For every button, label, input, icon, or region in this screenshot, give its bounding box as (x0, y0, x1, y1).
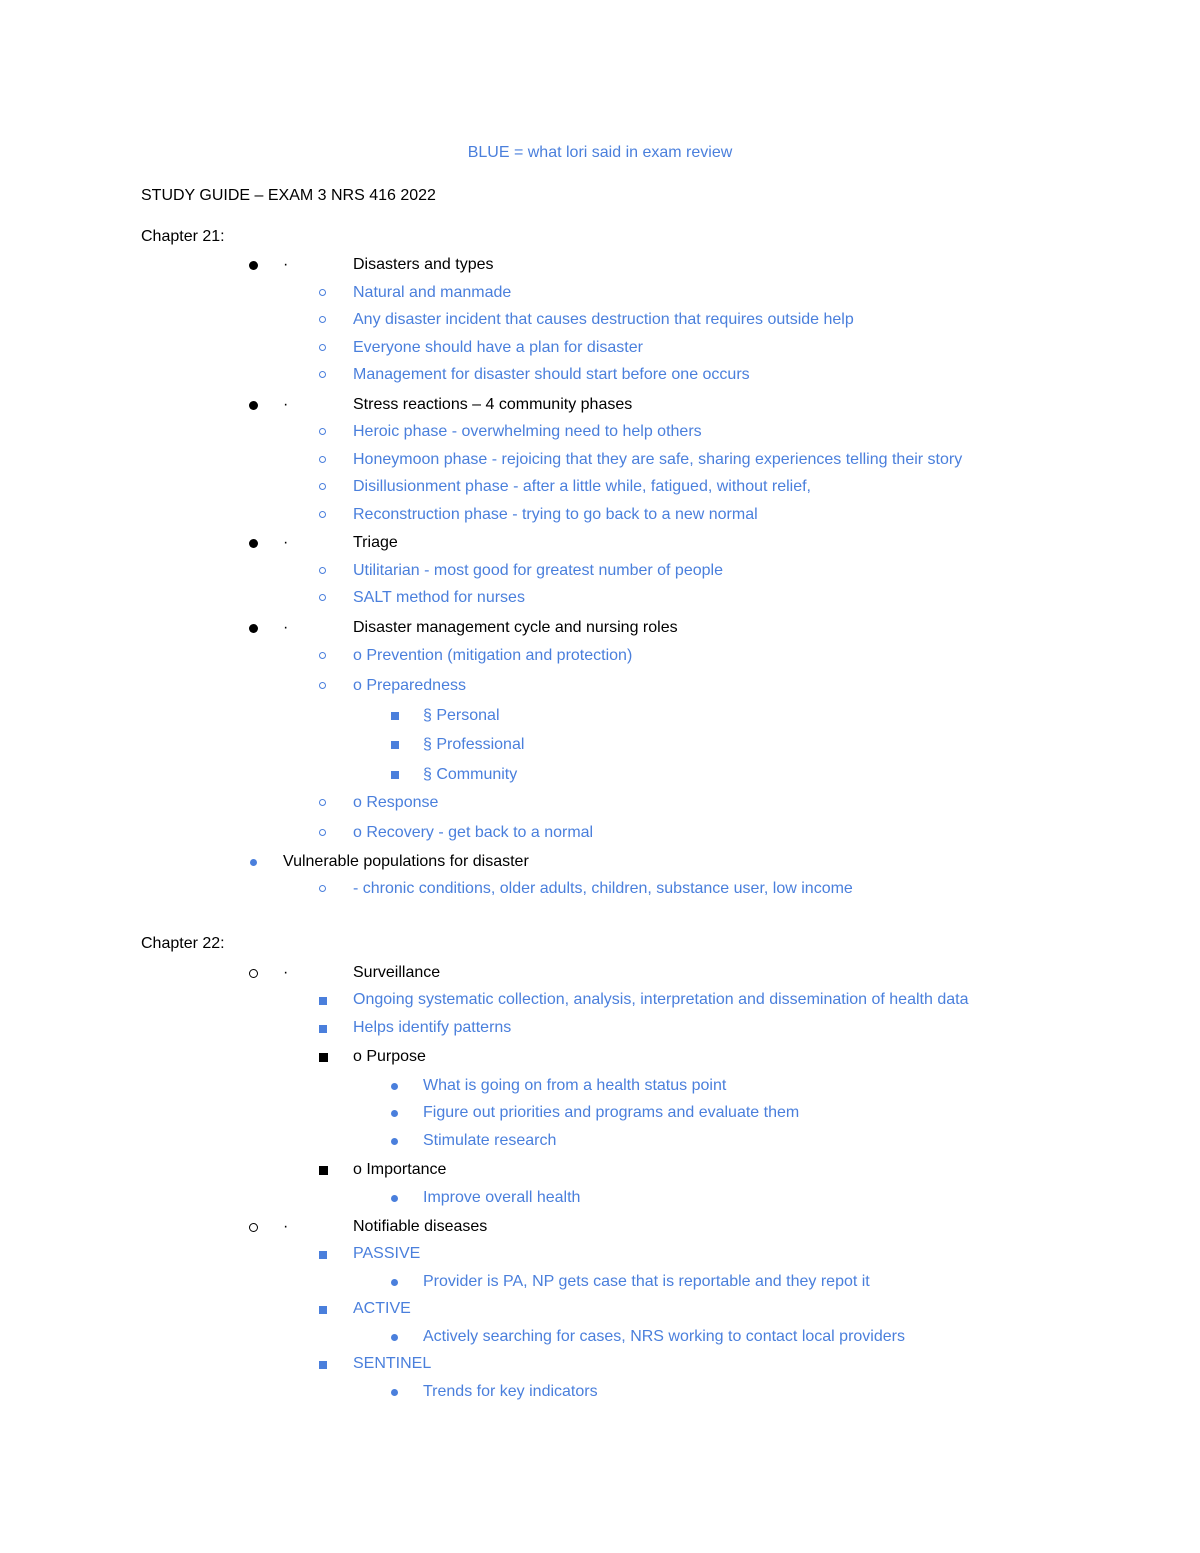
bullet-icon (250, 859, 257, 866)
list-item: Disasters and types (353, 256, 494, 273)
list-item: Actively searching for cases, NRS working to contact local providers (423, 1328, 905, 1345)
list-item: Helps identify patterns (353, 1019, 512, 1036)
bullet-icon (319, 829, 326, 836)
bullet-icon (319, 1361, 327, 1369)
list-item: Everyone should have a plan for disaster (353, 339, 643, 356)
list-item: Disillusionment phase - after a little while, fatigued, without relief, (353, 478, 811, 495)
bullet-icon (319, 289, 326, 296)
list-item: o Importance (353, 1161, 447, 1178)
list-item: ACTIVE (353, 1300, 411, 1317)
bullet-icon (249, 539, 258, 548)
list-item: Notifiable diseases (353, 1218, 488, 1235)
list-item: What is going on from a health status point (423, 1077, 727, 1094)
list-item: § Professional (423, 736, 525, 753)
bullet-icon (319, 594, 326, 601)
bullet-icon (391, 1138, 398, 1145)
bullet-icon (319, 682, 326, 689)
bullet-icon (319, 799, 326, 806)
bullet-icon (319, 1251, 327, 1259)
bullet-icon (391, 1083, 398, 1090)
bullet-icon (319, 1053, 328, 1062)
list-item: Any disaster incident that causes destruction that requires outside help (353, 311, 854, 328)
bullet-icon (319, 483, 326, 490)
bullet-icon (391, 741, 399, 749)
list-item: o Recovery - get back to a normal (353, 824, 594, 841)
list-item: Heroic phase - overwhelming need to help others (353, 423, 702, 440)
bullet-icon (319, 997, 327, 1005)
bullet-icon (391, 712, 399, 720)
list-item: SENTINEL (353, 1355, 432, 1372)
list-item: Vulnerable populations for disaster (283, 853, 529, 870)
bullet-icon (391, 1195, 398, 1202)
bullet-icon (319, 511, 326, 518)
list-item: o Response (353, 794, 439, 811)
list-item: Stress reactions – 4 community phases (353, 396, 633, 413)
list-item: o Purpose (353, 1048, 426, 1065)
bullet-icon (319, 316, 326, 323)
bullet-icon (319, 1166, 328, 1175)
chapter-heading: Chapter 22: (141, 935, 225, 952)
list-item: § Community (423, 766, 518, 783)
bullet-icon (319, 428, 326, 435)
middot-icon: · (283, 256, 289, 273)
list-item: o Prevention (mitigation and protection) (353, 647, 633, 664)
bullet-icon (319, 344, 326, 351)
bullet-icon (319, 456, 326, 463)
middot-icon: · (283, 396, 289, 413)
list-item: § Personal (423, 707, 500, 724)
bullet-icon (249, 401, 258, 410)
bullet-icon (391, 1110, 398, 1117)
bullet-icon (391, 771, 399, 779)
middot-icon: · (283, 964, 289, 981)
list-item: Trends for key indicators (423, 1383, 598, 1400)
list-item: Management for disaster should start before one occurs (353, 366, 750, 383)
list-item: Surveillance (353, 964, 441, 981)
list-item: Figure out priorities and programs and evaluate them (423, 1104, 800, 1121)
list-item: Triage (353, 534, 398, 551)
color-legend: BLUE = what lori said in exam review (467, 144, 733, 161)
bullet-icon (319, 1306, 327, 1314)
middot-icon: · (283, 619, 289, 636)
bullet-icon (319, 885, 326, 892)
document-title: STUDY GUIDE – EXAM 3 NRS 416 2022 (141, 187, 436, 204)
list-item: PASSIVE (353, 1245, 421, 1262)
chapter-heading: Chapter 21: (141, 228, 225, 245)
list-item: Natural and manmade (353, 284, 512, 301)
list-item: Utilitarian - most good for greatest number of people (353, 562, 723, 579)
bullet-icon (319, 652, 326, 659)
bullet-icon (391, 1279, 398, 1286)
list-item: Disaster management cycle and nursing roles (353, 619, 678, 636)
bullet-icon (249, 624, 258, 633)
middot-icon: · (283, 1218, 289, 1235)
list-item: Provider is PA, NP gets case that is reportable and they repot it (423, 1273, 870, 1290)
list-item: Reconstruction phase - trying to go back to a new normal (353, 506, 758, 523)
list-item: SALT method for nurses (353, 589, 525, 606)
middot-icon: · (283, 534, 289, 551)
list-item: Honeymoon phase - rejoicing that they are safe, sharing experiences telling their story (353, 451, 963, 468)
list-item: - chronic conditions, older adults, children, substance user, low income (353, 880, 853, 897)
bullet-icon (319, 567, 326, 574)
bullet-icon (249, 969, 258, 978)
list-item: Stimulate research (423, 1132, 557, 1149)
list-item: Ongoing systematic collection, analysis, interpretation and dissemination of health data (353, 991, 969, 1008)
list-item: o Preparedness (353, 677, 466, 694)
bullet-icon (391, 1334, 398, 1341)
bullet-icon (391, 1389, 398, 1396)
list-item: Improve overall health (423, 1189, 581, 1206)
bullet-icon (249, 1223, 258, 1232)
bullet-icon (319, 1025, 327, 1033)
bullet-icon (249, 261, 258, 270)
bullet-icon (319, 371, 326, 378)
